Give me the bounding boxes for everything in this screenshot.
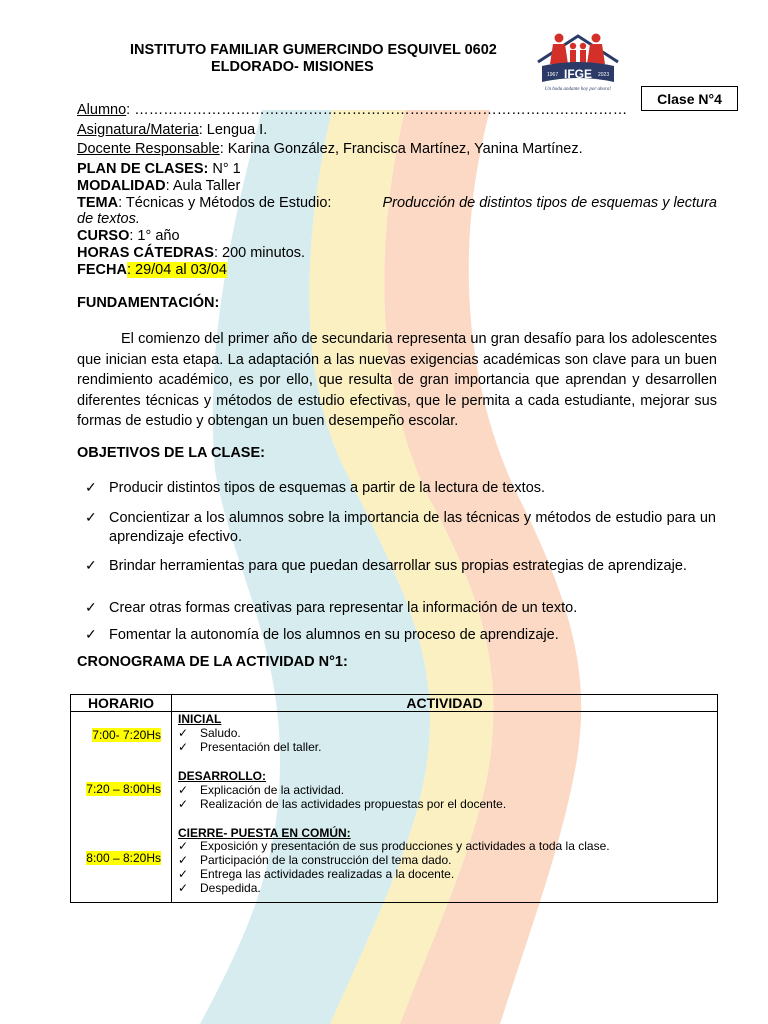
tema-value: : Técnicas y Métodos de Estudio: bbox=[118, 195, 332, 211]
tema-continuation bbox=[77, 211, 140, 228]
cierre-title: CIERRE- PUESTA EN COMÚN: bbox=[178, 826, 351, 840]
curso-line bbox=[77, 228, 180, 245]
schedule-table bbox=[70, 694, 718, 903]
logo-year-left: 1967 bbox=[547, 72, 559, 78]
objetivo-item: Concientizar a los alumnos sobre la importancia de las técnicas y métodos de estudio para un aprendizaje efectivo. bbox=[109, 510, 716, 545]
actividad-header: ACTIVIDAD bbox=[172, 695, 718, 712]
curso-label: CURSO bbox=[77, 228, 130, 244]
objetivo-item: Brindar herramientas para que puedan desarrollar sus propias estrategias de aprendizaje. bbox=[109, 558, 687, 574]
activity-item: ✓ Saludo. bbox=[178, 726, 241, 740]
activity-item: ✓ Explicación de la actividad. bbox=[178, 783, 345, 797]
institution-location: ELDORADO- MISIONES bbox=[211, 59, 374, 75]
check-icon: ✓ bbox=[178, 867, 189, 881]
time-slot: 8:00 – 8:20Hs bbox=[86, 851, 161, 865]
check-icon: ✓ bbox=[85, 509, 97, 525]
tema-italic-1: Producción de distintos tipos de esquemas y lectura bbox=[382, 195, 717, 211]
curso-value: : 1° año bbox=[129, 228, 180, 244]
check-icon: ✓ bbox=[178, 881, 189, 895]
check-icon: ✓ bbox=[178, 783, 189, 797]
fecha-line bbox=[77, 262, 227, 279]
check-icon: ✓ bbox=[178, 797, 189, 811]
schedule-header-row bbox=[71, 695, 718, 712]
activity-item: ✓ Entrega las actividades realizadas a la docente. bbox=[178, 867, 455, 881]
fundamentacion-title: FUNDAMENTACIÓN: bbox=[77, 295, 220, 311]
institution-name: INSTITUTO FAMILIAR GUMERCINDO ESQUIVEL 0602 bbox=[130, 42, 497, 58]
modalidad-line bbox=[77, 178, 240, 195]
asignatura-line bbox=[77, 122, 267, 139]
school-logo bbox=[528, 22, 628, 94]
docente-line bbox=[77, 141, 583, 158]
fundamentacion-text: El comienzo del primer año de secundaria representa un gran desafío para los adolescentes que inician esta etapa. La adaptación a las nuevas exigencias académicas son clave para un buen rendimiento académico, es por ello, que resulta de gran importancia que aprendan y desarrollen diferentes técnicas y métodos de estudio efectivas, que le permita a cada estudiante, mejorar sus formas de estudio y obtengan un buen desempeño escolar. bbox=[77, 331, 717, 429]
modalidad-value: : Aula Taller bbox=[165, 178, 241, 194]
objetivos-title: OBJETIVOS DE LA CLASE: bbox=[77, 445, 265, 461]
fecha-value: : 29/04 al 03/04 bbox=[126, 262, 227, 278]
activity-item: ✓ Participación de la construcción del tema dado. bbox=[178, 853, 452, 867]
alumno-dots: : ………………………………………………………………………………………… bbox=[126, 102, 628, 118]
tema-italic-2: de textos. bbox=[77, 211, 140, 227]
inicial-title: INICIAL bbox=[178, 712, 222, 726]
check-icon: ✓ bbox=[85, 626, 97, 642]
fecha-label: FECHA bbox=[77, 262, 127, 278]
horario-cell bbox=[71, 712, 172, 903]
time-slot: 7:00- 7:20Hs bbox=[92, 728, 161, 742]
check-icon: ✓ bbox=[85, 557, 97, 573]
tema-line bbox=[77, 195, 717, 212]
tema-label: TEMA bbox=[77, 195, 119, 211]
asignatura-label: Asignatura/Materia bbox=[77, 122, 199, 138]
check-icon: ✓ bbox=[178, 726, 189, 740]
objetivo-item: Crear otras formas creativas para representar la información de un texto. bbox=[109, 600, 578, 616]
actividad-cell bbox=[172, 712, 718, 903]
check-icon: ✓ bbox=[85, 599, 97, 615]
modalidad-label: MODALIDAD bbox=[77, 178, 166, 194]
schedule-row bbox=[71, 712, 718, 903]
horas-label: HORAS CÁTEDRAS bbox=[77, 245, 214, 261]
asignatura-value: : Lengua I. bbox=[198, 122, 268, 138]
docente-label: Docente Responsable bbox=[77, 141, 220, 157]
horas-line bbox=[77, 245, 305, 262]
plan-value: N° 1 bbox=[208, 161, 241, 177]
check-icon: ✓ bbox=[85, 479, 97, 495]
logo-motto: Un hoda andante hoy por ahora! bbox=[544, 87, 612, 92]
objetivo-item: Producir distintos tipos de esquemas a partir de la lectura de textos. bbox=[109, 480, 546, 496]
check-icon: ✓ bbox=[178, 839, 189, 853]
activity-item: ✓ Realización de las actividades propuestas por el docente. bbox=[178, 797, 507, 811]
alumno-line bbox=[77, 102, 627, 119]
docente-value: : Karina González, Francisca Martínez, Yanina Martínez. bbox=[219, 141, 583, 157]
activity-item: ✓ Presentación del taller. bbox=[178, 740, 322, 754]
class-number-badge: Clase N°4 bbox=[641, 86, 738, 111]
horas-value: : 200 minutos. bbox=[213, 245, 306, 261]
check-icon: ✓ bbox=[178, 853, 189, 867]
check-icon: ✓ bbox=[178, 740, 189, 754]
alumno-label: Alumno bbox=[77, 102, 127, 118]
cronograma-title: CRONOGRAMA DE LA ACTIVIDAD N°1: bbox=[77, 654, 348, 670]
logo-text: IFGE bbox=[563, 67, 593, 81]
activity-item: ✓ Exposición y presentación de sus producciones y actividades a toda la clase. bbox=[178, 839, 610, 853]
plan-line bbox=[77, 161, 241, 178]
objetivo-item: Fomentar la autonomía de los alumnos en su proceso de aprendizaje. bbox=[109, 627, 559, 643]
time-slot: 7:20 – 8:00Hs bbox=[86, 782, 161, 796]
desarrollo-title: DESARROLLO: bbox=[178, 769, 266, 783]
plan-label: PLAN DE CLASES: bbox=[77, 161, 209, 177]
activity-item: ✓ Despedida. bbox=[178, 881, 261, 895]
logo-year-right: 2023 bbox=[598, 72, 610, 78]
horario-header: HORARIO bbox=[71, 695, 172, 712]
